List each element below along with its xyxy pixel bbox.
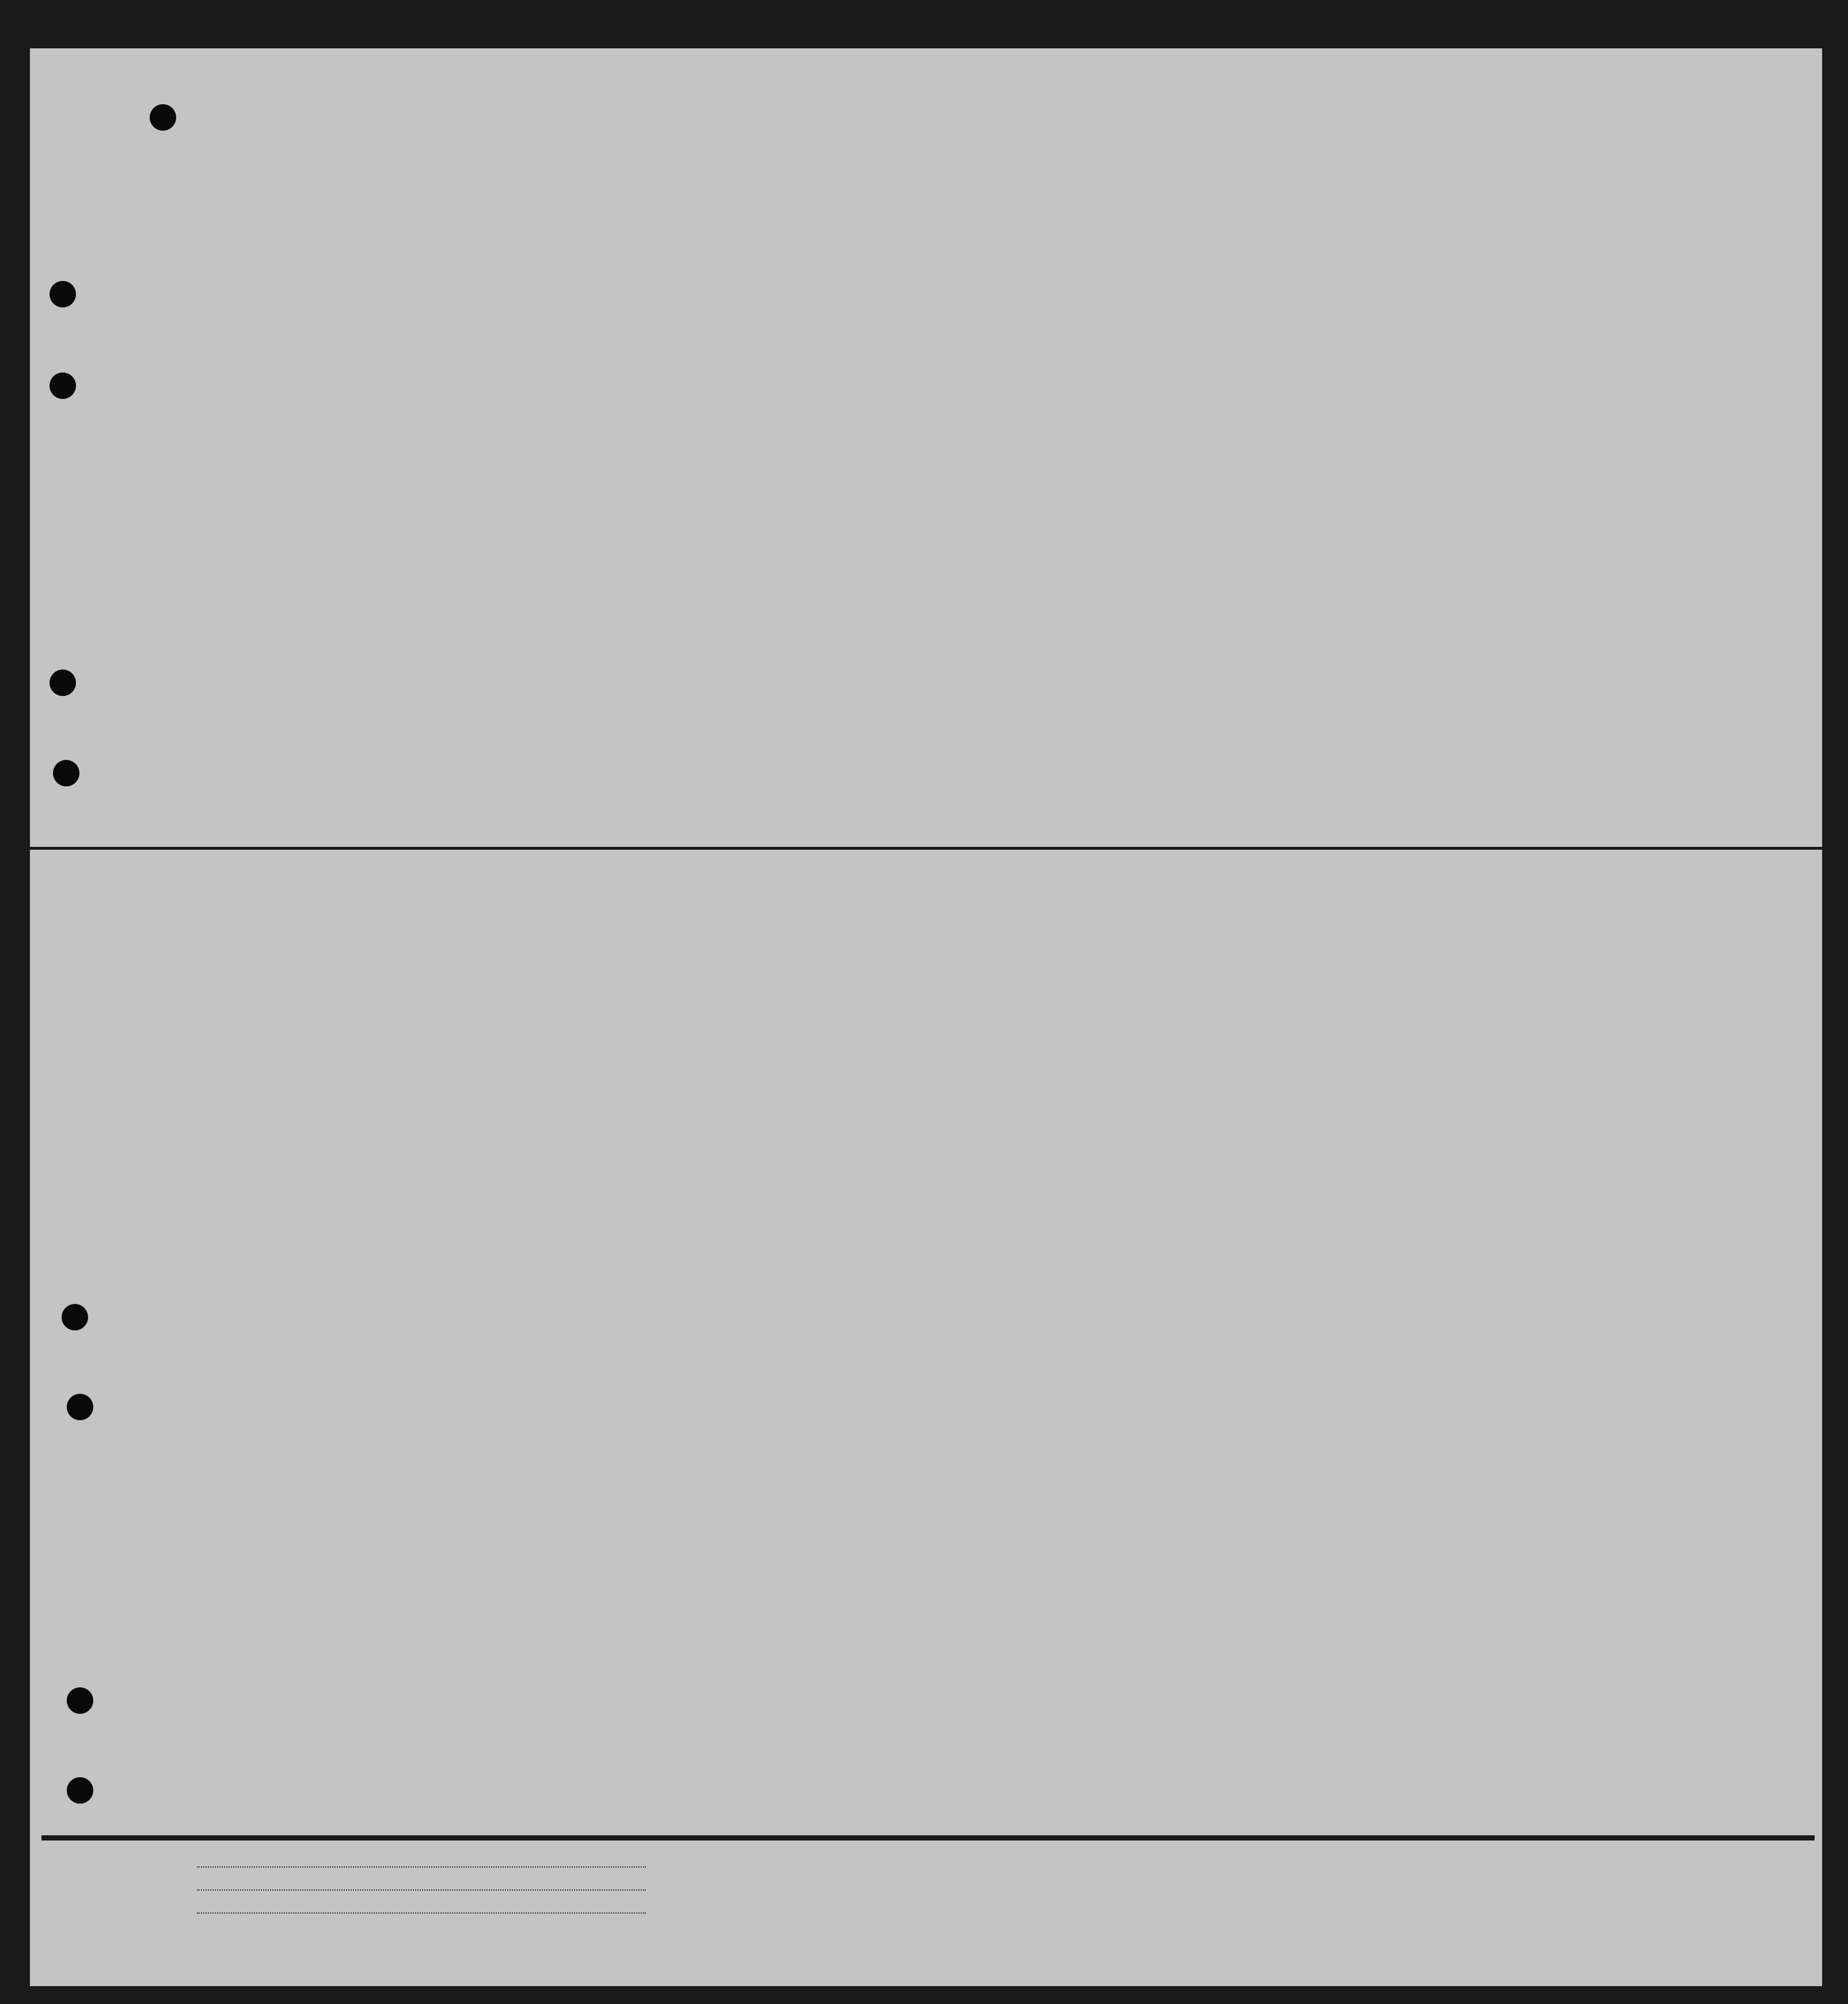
manifest-sheet [30, 48, 1822, 1986]
footer-rule [41, 1835, 1815, 1841]
footer-dotted-line [197, 1866, 646, 1868]
footer-dotted-line [197, 1889, 646, 1891]
footer-dotted-line [197, 1912, 646, 1914]
handwritten-marks [30, 48, 1822, 1986]
